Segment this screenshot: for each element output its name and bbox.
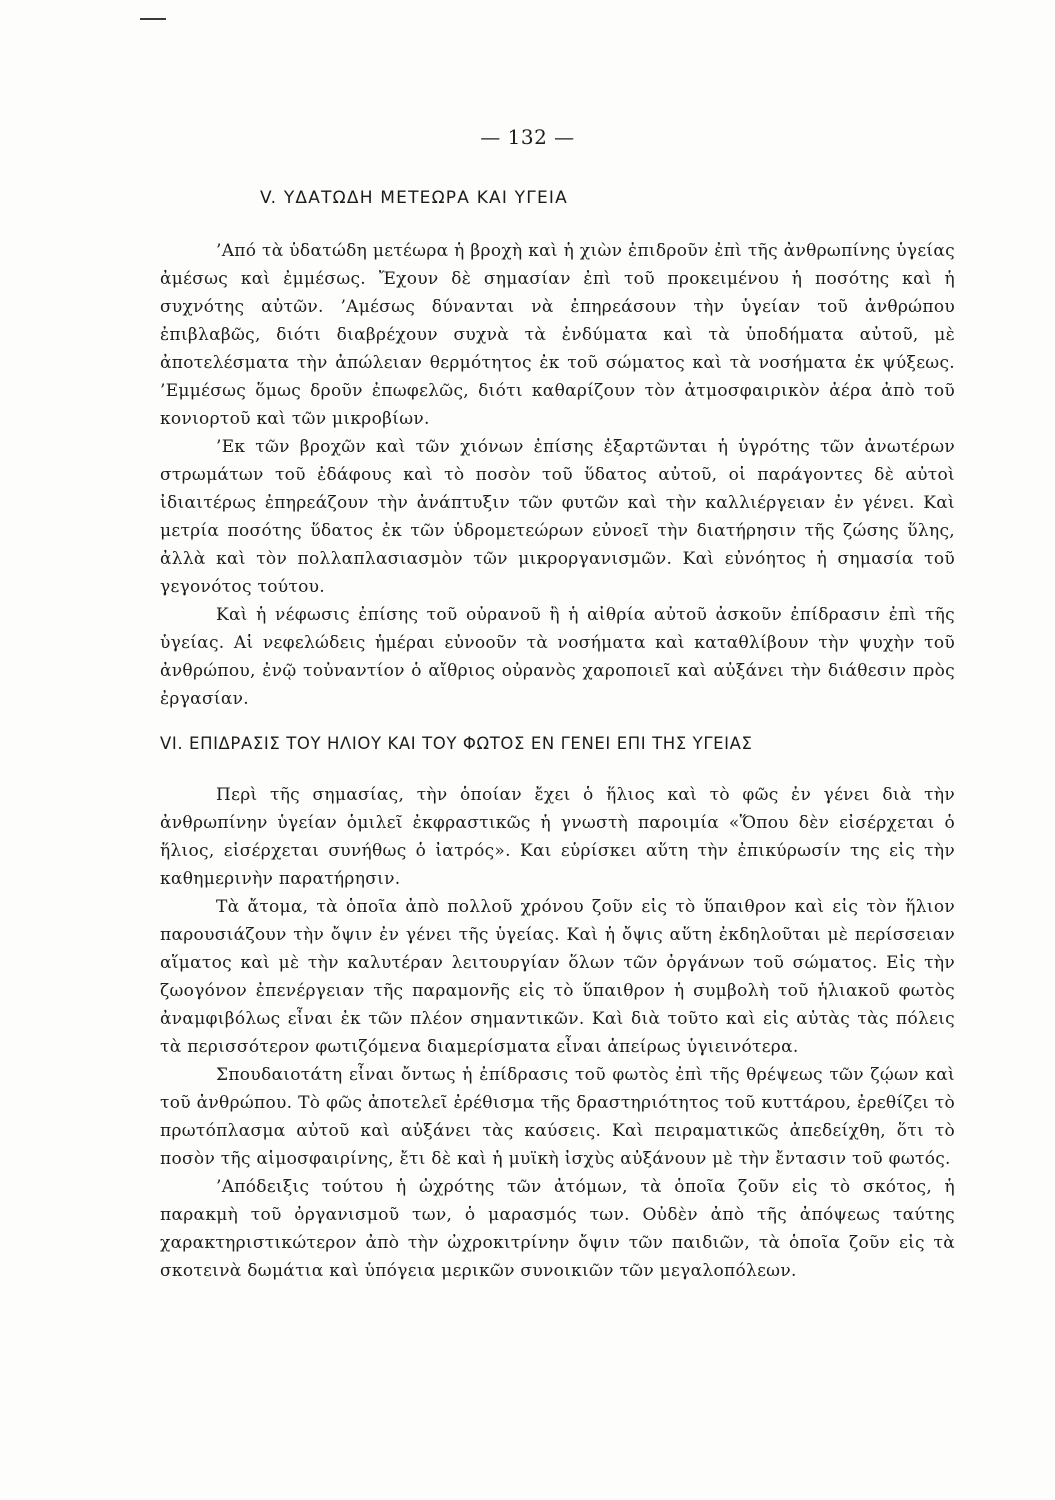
page-content: [160, 185, 955, 1285]
scan-mark: [140, 18, 166, 20]
section-heading-6: VI. ΕΠΙΔΡΑΣΙΣ ΤΟΥ ΗΛΙΟΥ ΚΑΙ ΤΟΥ ΦΩΤΟΣ ΕΝ ΓΕΝΕΙ ΕΠΙ ΤΗΣ ΥΓΕΙΑΣ: [160, 734, 753, 753]
paragraph-5-3: Καὶ ἡ νέφωσις ἐπίσης τοῦ οὐρανοῦ ἢ ἡ αἰθρία αὐτοῦ ἀσκοῦν ἐπίδρασιν ἐπὶ τῆς ὑγείας. Αἱ νεφελώδεις ἡμέραι εὐνοοῦν τὰ νοσήματα καὶ καταθλίβουν τὴν ψυχὴν τοῦ ἀνθρώπου, ἐνῷ τοὐναντίον ὁ αἴθριος οὐρανὸς χαροποιεῖ καὶ αὐξάνει τὴν διάθεσιν πρὸς ἐργασίαν.: [160, 605, 955, 709]
paragraph-6-1: Περὶ τῆς σημασίας, τὴν ὁποίαν ἔχει ὁ ἥλιος καὶ τὸ φῶς ἐν γένει διὰ τὴν ἀνθρωπίνην ὑγείαν ὁμιλεῖ ἐκφραστικῶς ἡ γνωστὴ παροιμία «Ὅπου δὲν εἰσέρχεται ὁ ἥλιος, εἰσέρχεται συνήθως ὁ ἰατρός». Και εὑρίσκει αὕτη τὴν ἐπικύρωσίν της εἰς τὴν καθημερινὴν παρατήρησιν.: [160, 785, 955, 889]
paragraph-6-3: Σπουδαιοτάτη εἶναι ὄντως ἡ ἐπίδρασις τοῦ φωτὸς ἐπὶ τῆς θρέψεως τῶν ζῴων καὶ τοῦ ἀνθρώπου. Τὸ φῶς ἀποτελεῖ ἐρέθισμα τῆς δραστηριότητος τοῦ κυττάρου, ἐρεθίζει τὸ πρωτόπλασμα αὐτοῦ καὶ αὐξάνει τὰς καύσεις. Καὶ πειραματικῶς ἀπεδείχθη, ὅτι τὸ ποσὸν τῆς αἱμοσφαιρίνης, ἔτι δὲ καὶ ἡ μυϊκὴ ἰσχὺς αὐξάνουν μὲ τὴν ἔντασιν τοῦ φωτός.: [160, 1065, 955, 1169]
page-number: — 132 —: [480, 125, 575, 149]
paragraph-6-2: Τὰ ἄτομα, τὰ ὁποῖα ἀπὸ πολλοῦ χρόνου ζοῦν εἰς τὸ ὕπαιθρον καὶ εἰς τὸν ἥλιον παρουσιάζουν τὴν ὄψιν ἐν γένει τῆς ὑγείας. Καὶ ἡ ὄψις αὕτη ἐκδηλοῦται μὲ περίσσειαν αἵματος καὶ μὲ τὴν καλυτέραν λειτουργίαν ὅλων τῶν ὀργάνων τοῦ σώματος. Εἰς τὴν ζωογόνον ἐπενέργειαν τῆς παραμονῆς εἰς τὸ ὕπαιθρον ἡ συμβολὴ τοῦ ἡλιακοῦ φωτὸς ἀναμφιβόλως εἶναι ἐκ τῶν πλέον σημαντικῶν. Καὶ διὰ τοῦτο καὶ εἰς αὐτὰς τὰς πόλεις τὰ περισσότερον φωτιζόμενα διαμερίσματα εἶναι ἀπείρως ὑγιεινότερα.: [160, 897, 955, 1057]
paragraph-5-2: ’Εκ τῶν βροχῶν καὶ τῶν χιόνων ἐπίσης ἐξαρτῶνται ἡ ὑγρότης τῶν ἀνωτέρων στρωμάτων τοῦ ἐδάφους καὶ τὸ ποσὸν τοῦ ὕδατος αὐτοῦ, οἱ παράγοντες δὲ αὐτοὶ ἰδιαιτέρως ἐπηρεάζουν τὴν ἀνάπτυξιν τῶν φυτῶν καὶ τὴν καλλιέργειαν ἐν γένει. Καὶ μετρία ποσότης ὕδατος ἐκ τῶν ὑδρομετεώρων εὐνοεῖ τὴν διατήρησιν τῆς ζώσης ὕλης, ἀλλὰ καὶ τὸν πολλαπλασιασμὸν τῶν μικροργανισμῶν. Καὶ εὐνόητος ἡ σημασία τοῦ γεγονότος τούτου.: [160, 437, 955, 597]
paragraph-6-4: ’Απόδειξις τούτου ἡ ὠχρότης τῶν ἀτόμων, τὰ ὁποῖα ζοῦν εἰς τὸ σκότος, ἡ παρακμὴ τοῦ ὀργανισμοῦ των, ὁ μαρασμός των. Οὐδὲν ἀπὸ τῆς ἀπόψεως ταύτης χαρακτηριστικώτερον ἀπὸ τὴν ὠχροκιτρίνην ὄψιν τῶν παιδιῶν, τὰ ὁποῖα ζοῦν εἰς τὰ σκοτεινὰ δωμάτια καὶ ὑπόγεια μερικῶν συνοικιῶν τῶν μεγαλοπόλεων.: [160, 1177, 955, 1281]
section-heading-5: V. ΥΔΑΤΩΔΗ ΜΕΤΕΩΡΑ ΚΑΙ ΥΓΕΙΑ: [260, 188, 568, 208]
paragraph-5-1: ’Από τὰ ὑδατώδη μετέωρα ἡ βροχὴ καὶ ἡ χιὼν ἐπιδροῦν ἐπὶ τῆς ἀνθρωπίνης ὑγείας ἀμέσως καὶ ἐμμέσως. Ἔχουν δὲ σημασίαν ἐπὶ τοῦ προκειμένου ἡ ποσότης καὶ ἡ συχνότης αὐτῶν. ’Αμέσως δύνανται νὰ ἐπηρεάσουν τὴν ὑγείαν τοῦ ἀνθρώπου ἐπιβλαβῶς, διότι διαβρέχουν συχνὰ τὰ ἐνδύματα καὶ τὰ ὑποδήματα αὐτοῦ, μὲ ἀποτελέσματα τὴν ἀπώλειαν θερμότητος ἐκ τοῦ σώματος καὶ τὰ νοσήματα ἐκ ψύξεως. ’Εμμέσως ὅμως δροῦν ἐπωφελῶς, διότι καθαρίζουν τὸν ἀτμοσφαιρικὸν ἀέρα ἀπὸ τοῦ κονιορτοῦ καὶ τῶν μικροβίων.: [160, 241, 955, 429]
